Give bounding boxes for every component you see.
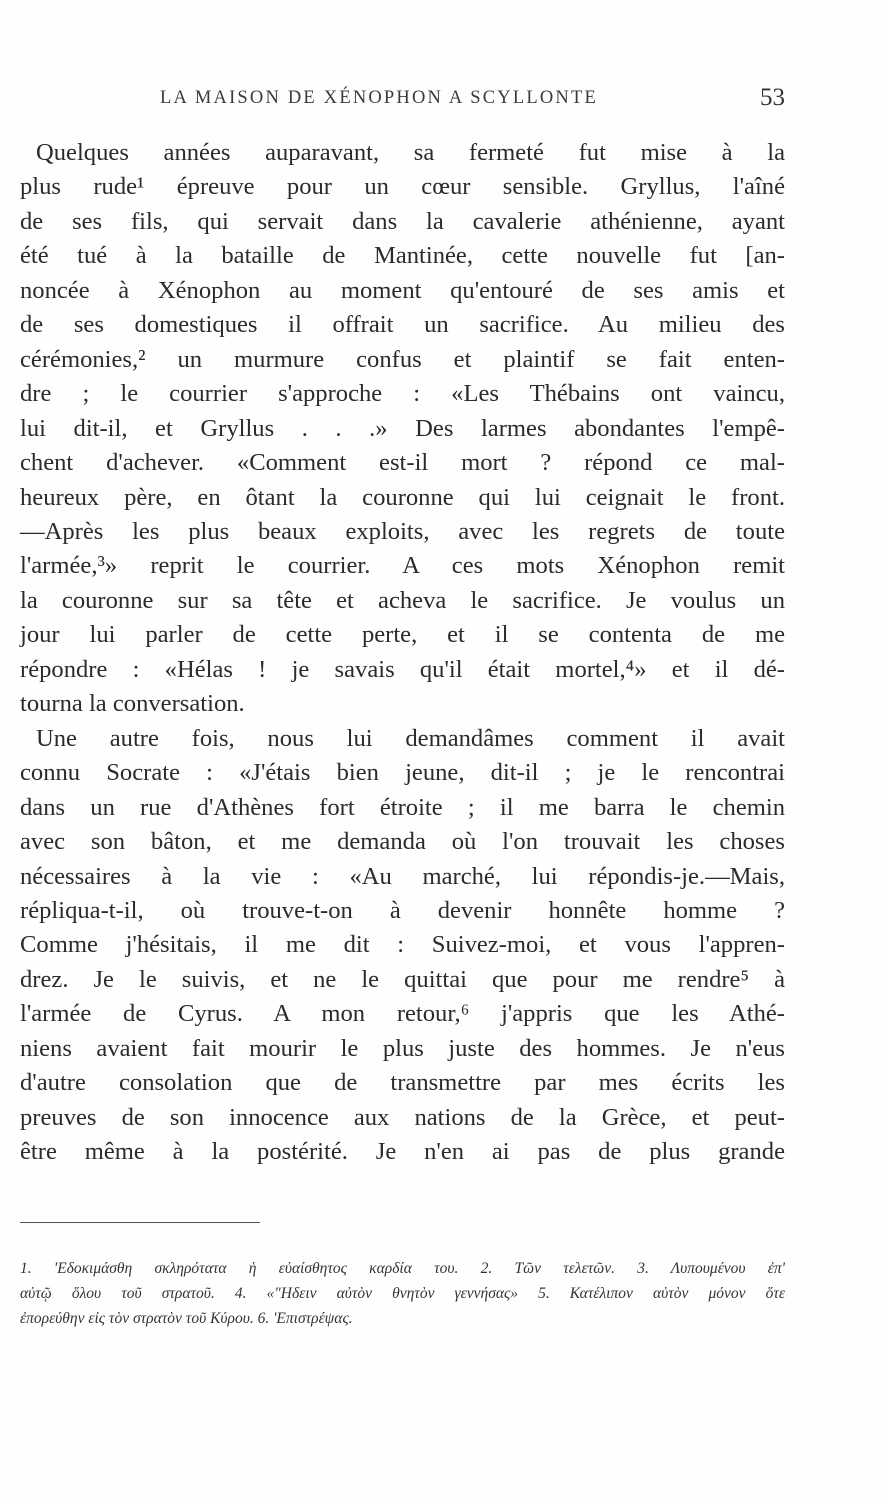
paragraph-1 xyxy=(20,136,785,722)
text-line: preuves de son innocence aux nations de la Grèce, et peut- xyxy=(20,1103,785,1131)
page-header xyxy=(20,84,785,118)
text-line: Une autre fois, nous lui demandâmes comment il avait xyxy=(36,724,785,752)
text-line: nécessaires à la vie : «Au marché, lui répondis-je.—Mais, xyxy=(20,862,785,890)
text-line: chent d'achever. «Comment est-il mort ? répond ce mal- xyxy=(20,449,785,477)
footnote-line: 1. 'Εδοκιμάσθη σκληρότατα ἡ εὐαίσθητος καρδία του. 2. Τῶν τελετῶν. 3. Λυπουμένου ἐπ' xyxy=(20,1260,785,1277)
text-line: noncée à Xénophon au moment qu'entouré de ses amis et xyxy=(20,276,785,304)
text-line: la couronne sur sa tête et acheva le sacrifice. Je voulus un xyxy=(20,586,785,614)
text-line: avec son bâton, et me demanda où l'on trouvait les choses xyxy=(20,828,785,856)
text-line: être même à la postérité. Je n'en ai pas de plus grande xyxy=(20,1138,785,1166)
text-line: Quelques années auparavant, sa fermeté fut mise à la xyxy=(36,139,785,166)
text-line: répondre : «Hélas ! je savais qu'il était mortel,⁴» et il dé- xyxy=(20,655,785,683)
text-line: jour lui parler de cette perte, et il se contenta de me xyxy=(20,621,785,649)
page-number: 53 xyxy=(760,84,785,111)
text-line: dre ; le courrier s'approche : «Les Thébains ont vaincu, xyxy=(20,380,785,408)
text-line: cérémonies,² un murmure confus et plaintif se fait enten- xyxy=(20,345,785,373)
text-line: l'armée,³» reprit le courrier. A ces mots Xénophon remit xyxy=(20,552,785,580)
text-line: —Après les plus beaux exploits, avec les regrets de toute xyxy=(20,517,785,545)
text-line: dans un rue d'Athènes fort étroite ; il me barra le chemin xyxy=(20,793,785,821)
text-line: l'armée de Cyrus. A mon retour,⁶ j'appris que les Athé- xyxy=(20,1000,785,1028)
text-line: de ses domestiques il offrait un sacrifice. Au milieu des xyxy=(20,311,785,339)
text-line: heureux père, en ôtant la couronne qui lui ceignait le front. xyxy=(20,483,785,511)
text-line: connu Socrate : «J'étais bien jeune, dit-il ; je le rencontrai xyxy=(20,759,785,787)
footnote-line: ἐπορεύθην εἰς τὸν στρατὸν τοῦ Κύρου. 6. 'Επιστρέψας. xyxy=(20,1310,353,1327)
text-line: tourna la conversation. xyxy=(20,690,245,718)
text-line: été tué à la bataille de Mantinée, cette nouvelle fut [an- xyxy=(20,242,785,270)
text-line: de ses fils, qui servait dans la cavalerie athénienne, ayant xyxy=(20,207,785,235)
footnote-rule xyxy=(20,1222,260,1223)
paragraph-2 xyxy=(20,722,785,1170)
text-line: plus rude¹ épreuve pour un cœur sensible. Gryllus, l'aîné xyxy=(20,173,785,201)
text-line: niens avaient fait mourir le plus juste des hommes. Je n'eus xyxy=(20,1034,785,1062)
footnote-line: αὐτῷ ὅλου τοῦ στρατοῦ. 4. «"Ηδειν αὐτὸν θνητὸν γεννήσας» 5. Κατέλιπον αὐτὸν μόνον ὅτε xyxy=(20,1285,785,1302)
text-line: d'autre consolation que de transmettre par mes écrits les xyxy=(20,1069,785,1097)
main-text xyxy=(20,136,785,1170)
footnotes xyxy=(20,1256,785,1331)
text-line: Comme j'hésitais, il me dit : Suivez-moi, et vous l'appren- xyxy=(20,931,785,959)
text-line: lui dit-il, et Gryllus . . .» Des larmes abondantes l'empê- xyxy=(20,414,785,442)
text-line: répliqua-t-il, où trouve-t-on à devenir honnête homme ? xyxy=(20,896,785,924)
text-line: drez. Je le suivis, et ne le quittai que pour me rendre⁵ à xyxy=(20,965,785,993)
running-title: LA MAISON DE XÉNOPHON A SCYLLONTE xyxy=(160,88,598,108)
